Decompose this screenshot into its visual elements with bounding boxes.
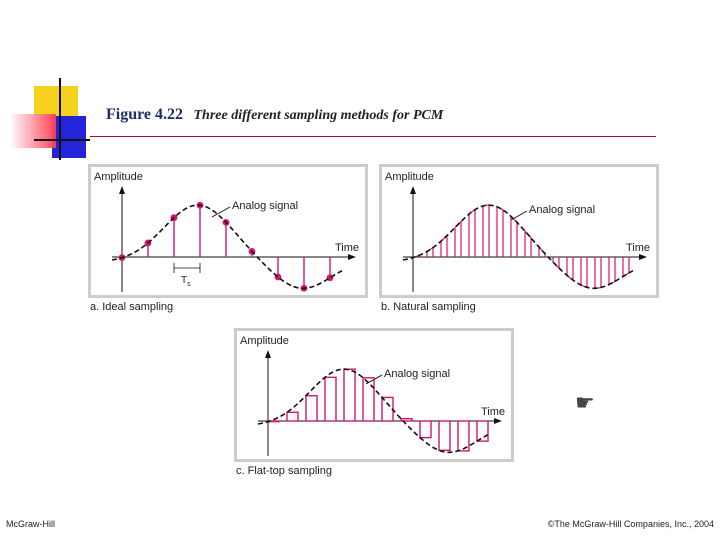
y-axis-label: Amplitude	[94, 171, 143, 183]
x-axis-label: Time	[481, 406, 506, 418]
pointing-hand-icon[interactable]: ☛	[575, 390, 595, 415]
x-axis-label: Time	[626, 242, 651, 254]
caption-ideal-sampling: a. Ideal sampling	[90, 301, 174, 313]
ideal-sampling-graph	[88, 164, 368, 298]
panel-flat-top-sampling	[234, 328, 514, 462]
ts-label: $T_s$	[181, 275, 191, 288]
title-rule	[90, 136, 656, 137]
natural-sampling-graph	[379, 164, 659, 298]
flat-top-sampling-graph	[234, 328, 514, 462]
deco-blue-square	[52, 116, 86, 158]
y-axis-label: Amplitude	[240, 335, 289, 347]
panel-natural-sampling	[379, 164, 659, 298]
plot-area	[91, 167, 365, 295]
caption-flat-top-sampling: c. Flat-top sampling	[236, 465, 332, 477]
deco-red-square	[10, 114, 56, 148]
deco-vertical-line	[59, 78, 61, 160]
figure-number: Figure 4.22	[106, 106, 184, 123]
y-axis-label: Amplitude	[385, 171, 434, 183]
panel-ideal-sampling	[88, 164, 368, 298]
deco-horizontal-line	[34, 139, 90, 141]
figure-caption: Three different sampling methods for PCM	[193, 108, 444, 123]
x-axis-label: Time	[335, 242, 360, 254]
caption-natural-sampling: b. Natural sampling	[381, 301, 476, 313]
signal-label: Analog signal	[384, 368, 451, 380]
footer-publisher: McGraw-Hill	[6, 519, 55, 529]
signal-label: Analog signal	[232, 200, 299, 212]
footer-copyright: ©The McGraw-Hill Companies, Inc., 2004	[547, 519, 714, 529]
figure-title	[106, 106, 443, 124]
signal-label: Analog signal	[529, 204, 596, 216]
